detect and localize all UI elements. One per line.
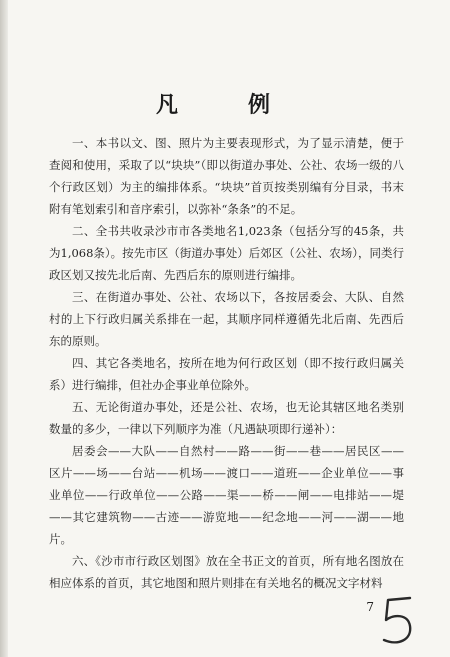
paragraph-5: 五、无论街道办事处，还是公社、农场，也无论其辖区地名类别数量的多少，一律以下列顺序为准（凡遇缺项即行递补）： <box>49 400 404 436</box>
paragraph-1: 一、本书以文、图、照片为主要表现形式，为了显示清楚，便于查阅和使用，采取了以“块块”（即以街道办事处、公社、农场一级的八个行政区划）为主的编排体系。“块块”首页按类别编有分目录，书末附有笔划索引和音序索引，以弥补“条条”的不足。 <box>49 136 404 216</box>
paragraph-3: 三、在街道办事处、公社、农场以下，各按居委会、大队、自然村的上下行政归属关系排在一起，其顺序同样遵循先北后南、先西后东的原则。 <box>49 290 404 348</box>
paragraph-6: 六、《沙市市行政区划图》放在全书正文的首页，所有地名图放在相应体系的首页，其它地图和照片则排在有关地名的概况文字材料 <box>49 554 404 590</box>
paragraph-2: 二、全书共收录沙市市各类地名1,023条（包括分写的45条，共为1,068条）。按先市区（街道办事处）后郊区（公社、农场），同类行政区划又按先北后南、先西后东的原则进行编排。 <box>49 224 404 282</box>
page-number: 7 <box>366 600 374 614</box>
page-title: 凡 例 <box>155 92 294 118</box>
handwritten-page-mark <box>376 592 418 650</box>
category-order-list: 居委会——大队——自然村——路——街——巷——居民区——区片——场——台站——机场——渡口——道班——企业单位——事业单位——行政单位——公路——渠——桥——闸——电排站——堤——其它建筑物——古迹——游览地——纪念地——河——湖——地片。 <box>49 444 404 546</box>
paragraph-4: 四、其它各类地名，按所在地为何行政区划（即不按行政归属关系）进行编排，但社办企事业单位除外。 <box>49 356 404 392</box>
body-text <box>49 132 404 594</box>
